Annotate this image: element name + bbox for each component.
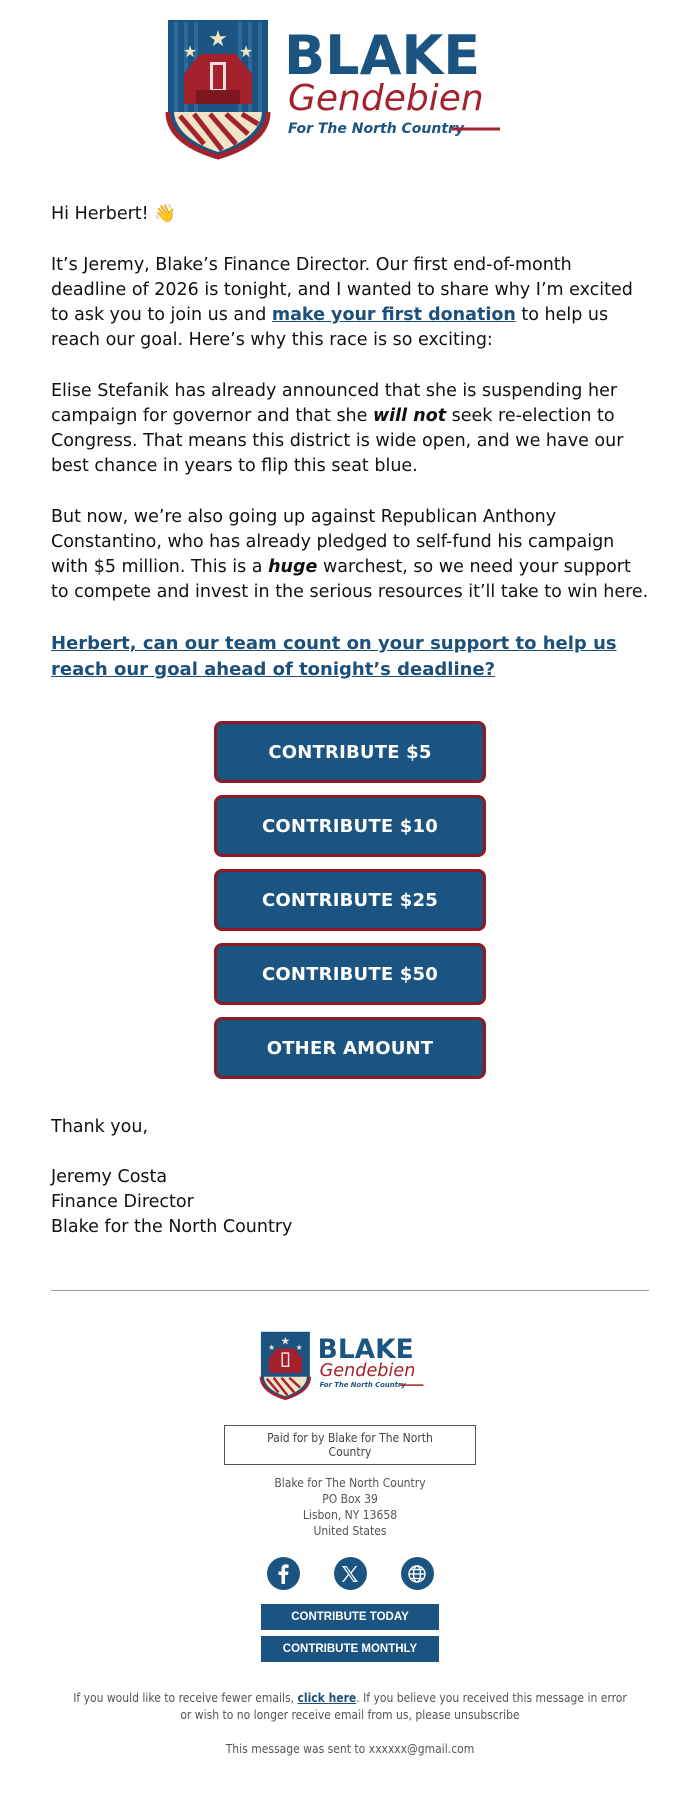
contribute-today-button[interactable]: CONTRIBUTE TODAY (261, 1604, 439, 1630)
email-content (0, 202, 700, 1240)
svg-text:Gendebien: Gendebien (319, 1360, 416, 1381)
support-question-link[interactable]: Herbert, can our team count on your support to help us reach our goal ahead of tonight’s deadline? (51, 633, 617, 680)
svg-text:★: ★ (280, 1334, 291, 1348)
signer-name: Jeremy Costa (51, 1167, 168, 1187)
email-body (0, 12, 700, 1756)
greeting: Hi Herbert! 👋 (51, 204, 177, 224)
svg-text:BLAKE: BLAKE (284, 24, 481, 87)
paid-for-disclaimer: Paid for by Blake for The North Country (224, 1425, 476, 1465)
paragraph-intro: It’s Jeremy, Blake’s Finance Director. Our first end-of-month deadline of 2026 is tonight, and I wanted to share why I’m excited to ask you to join us and make your first donation to help us reach our goal. Here’s why this race is so exciting: (51, 255, 633, 350)
other-amount-button[interactable]: OTHER AMOUNT (214, 1017, 486, 1079)
fewer-emails-link[interactable]: click here (297, 1691, 357, 1705)
email-footer (0, 1425, 700, 1756)
campaign-logo (160, 12, 540, 172)
svg-text:★: ★ (238, 42, 254, 61)
sent-to-notice: This message was sent to xxxxxx@gmail.com (225, 1742, 475, 1756)
contribute-5-button[interactable]: CONTRIBUTE $5 (214, 721, 486, 783)
footer-divider (51, 1290, 649, 1291)
globe-icon[interactable] (401, 1557, 434, 1590)
svg-text:★: ★ (208, 27, 228, 52)
paragraph-constantino: But now, we’re also going up against Republican Anthony Constantino, who has already pledged to self-fund his campaign with $5 million. This is a huge warchest, so we need your support to compete and invest in the serious resources it’ll take to win here. (51, 507, 649, 602)
contribute-50-button[interactable]: CONTRIBUTE $50 (214, 943, 486, 1005)
svg-text:BLAKE: BLAKE (317, 1334, 414, 1366)
first-donation-link[interactable]: make your first donation (271, 305, 516, 325)
svg-text:★: ★ (182, 42, 198, 61)
svg-text:Gendebien: Gendebien (288, 78, 484, 119)
contribute-25-button[interactable]: CONTRIBUTE $25 (214, 869, 486, 931)
barn-shield-icon (168, 20, 268, 157)
facebook-icon[interactable] (267, 1557, 300, 1590)
svg-text:For The North Country: For The North Country (288, 121, 465, 137)
footer-logo (257, 1327, 443, 1407)
contribute-10-button[interactable]: CONTRIBUTE $10 (214, 795, 486, 857)
social-links (0, 1557, 700, 1590)
signature (51, 1115, 649, 1240)
signoff: Thank you, (51, 1117, 149, 1137)
svg-text:★: ★ (295, 1342, 303, 1352)
contribute-monthly-button[interactable]: CONTRIBUTE MONTHLY (261, 1636, 439, 1662)
email-preferences-text: If you would like to receive fewer emails, click here. If you believe you received this message in error or wish to no longer receive email from us, please unsubscribe (73, 1691, 627, 1722)
paragraph-stefanik: Elise Stefanik has already announced that she is suspending her campaign for governor and that she will not seek re-election to Congress. That means this district is wide open, and we have our best chance in years to flip this seat blue. (51, 381, 624, 476)
mailing-address: Blake for The North Country PO Box 39 Lisbon, NY 13658 United States (274, 1476, 426, 1538)
x-icon[interactable] (334, 1557, 367, 1590)
svg-text:★: ★ (268, 1342, 276, 1352)
signer-org: Blake for the North Country (51, 1217, 293, 1237)
signer-title: Finance Director (51, 1192, 194, 1212)
barn-shield-icon (261, 1332, 310, 1399)
contribution-buttons (51, 721, 649, 1079)
svg-text:For The North Country: For The North Country (319, 1381, 406, 1390)
